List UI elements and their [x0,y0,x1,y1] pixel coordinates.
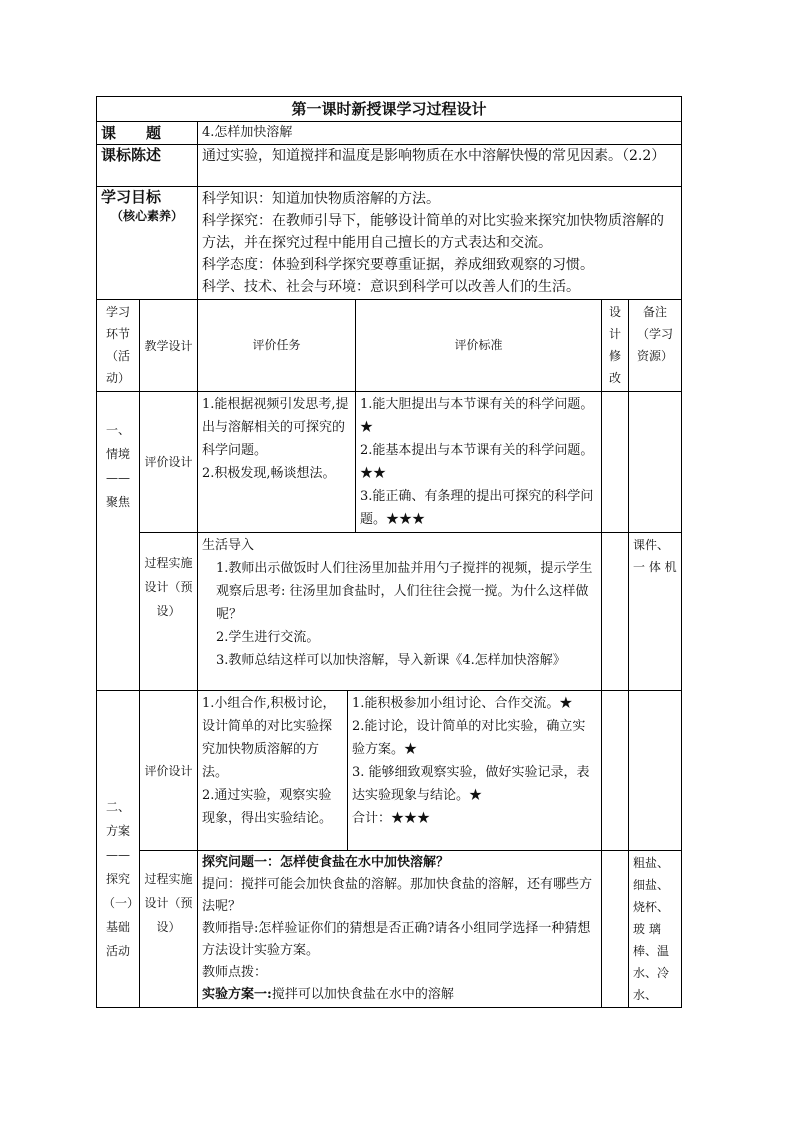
standard-item: 1.能积极参加小组讨论、合作交流。★ [352,696,573,711]
header-standard: 评价标准 [356,300,602,392]
goal-item: 科学、技术、社会与环境：意识到科学可以改善人们的生活。 [202,279,580,295]
section2-process-label: 过程实施设计（预设） [140,851,198,1008]
standard-item: 1.能大胆提出与本节课有关的科学问题。★ [360,397,594,435]
goal-item: 科学知识：知道加快物质溶解的方法。 [202,191,440,207]
header-note: 备注（学习资源） [629,300,682,392]
topic-value: 4.怎样加快溶解 [198,122,682,145]
process-line: 1.教师出示做饭时人们往汤里加盐并用勺子搅拌的视频，提示学生观察后思考: 往汤里加食盐时，人们往往会搅一搅。为什么这样做呢？ [216,561,593,622]
task-item: 1.能根据视频引发思考,提出与溶解相关的可探究的科学问题。 [202,397,349,458]
page-title: 第一课时新授课学习过程设计 [97,97,682,122]
section2-process-modify [602,851,629,1008]
section1-tasks [198,392,356,533]
task-item: 1.小组合作,积极讨论，设计简单的对比实验探究加快物质溶解的方法。 [202,696,336,780]
goal-item: 科学态度：体验到科学探究要尊重证据，养成细致观察的习惯。 [202,257,594,273]
process-line: 3.教师总结这样可以加快溶解，导入新课《4.怎样加快溶解》 [216,653,566,668]
section2-eval-label: 评价设计 [140,691,198,851]
section1-process-label: 过程实施设计（预设） [140,533,198,691]
plan-line [202,984,597,1006]
document-page [96,96,681,1008]
section2-note-empty [629,691,682,851]
section1-note-empty [629,392,682,533]
process-line: 教师指导:怎样验证你们的猜想是否正确?请各小组同学选择一种猜想方法设计实验方案。 [202,921,591,958]
goal-sublabel: （核心素养） [110,209,183,223]
header-task: 评价任务 [198,300,356,392]
plan-text: 搅拌可以加快食盐在水中的溶解 [271,987,454,1002]
section1-process-modify [602,533,629,691]
section1-eval-label: 评价设计 [140,392,198,533]
header-design: 教学设计 [140,300,198,392]
question-title: 探究问题一：怎样使食盐在水中加快溶解？ [202,855,450,870]
task-item: 2.通过实验，观察实验现象，得出实验结论。 [202,788,333,826]
plan-label: 实验方案一: [202,987,272,1002]
section1-process-note: 课件、一 体 机 [629,533,682,691]
section2-process-note: 粗盐、细盐、烧杯、玻 璃 棒、温水、冷水、 [629,851,682,1008]
process-title: 生活导入 [202,538,255,553]
section2-process [198,851,602,1008]
standard-label: 课标陈述 [97,145,198,187]
section2-stage: 二、方案——探究（一）基础活动 [97,691,140,1008]
section1-modify [602,392,629,533]
standard-item: 合计：★★★ [352,811,431,826]
section2-tasks [198,691,348,851]
standard-item: 2.能基本提出与本节课有关的科学问题。★★ [360,443,594,481]
task-item: 2.积极发现,畅谈想法。 [202,466,336,481]
section1-stage: 一、情境——聚焦 [97,392,140,691]
process-line: 提问：搅拌可能会加快食盐的溶解。那加快食盐的溶解，还有哪些方法呢？ [202,877,593,914]
process-line: 教师点拨： [202,965,268,980]
header-modify: 设计修改 [602,300,629,392]
section2-modify [602,691,629,851]
goal-label: 学习目标 [101,188,162,206]
lesson-plan-table [96,96,682,1008]
section1-standards [356,392,602,533]
section1-process [198,533,602,691]
section2-standards [348,691,602,851]
topic-label: 课 题 [97,122,198,145]
header-stage: 学习环节（活动） [97,300,140,392]
goal-label-cell [97,187,198,300]
process-line: 2.学生进行交流。 [216,630,320,645]
goal-item: 科学探究：在教师引导下，能够设计简单的对比实验来探究加快物质溶解的方法，并在探究过程中能用自己擅长的方式表达和交流。 [202,213,664,251]
standard-item: 3.能正确、有条理的提出可探究的科学问题。★★★ [360,489,594,527]
goal-list [198,187,682,300]
standard-item: 2.能讨论，设计简单的对比实验，确立实验方案。★ [352,719,586,757]
standard-item: 3. 能够细致观察实验，做好实验记录，表达实验现象与结论。★ [352,765,590,803]
standard-value: 通过实验，知道搅拌和温度是影响物质在水中溶解快慢的常见因素。（2.2） [198,145,682,187]
